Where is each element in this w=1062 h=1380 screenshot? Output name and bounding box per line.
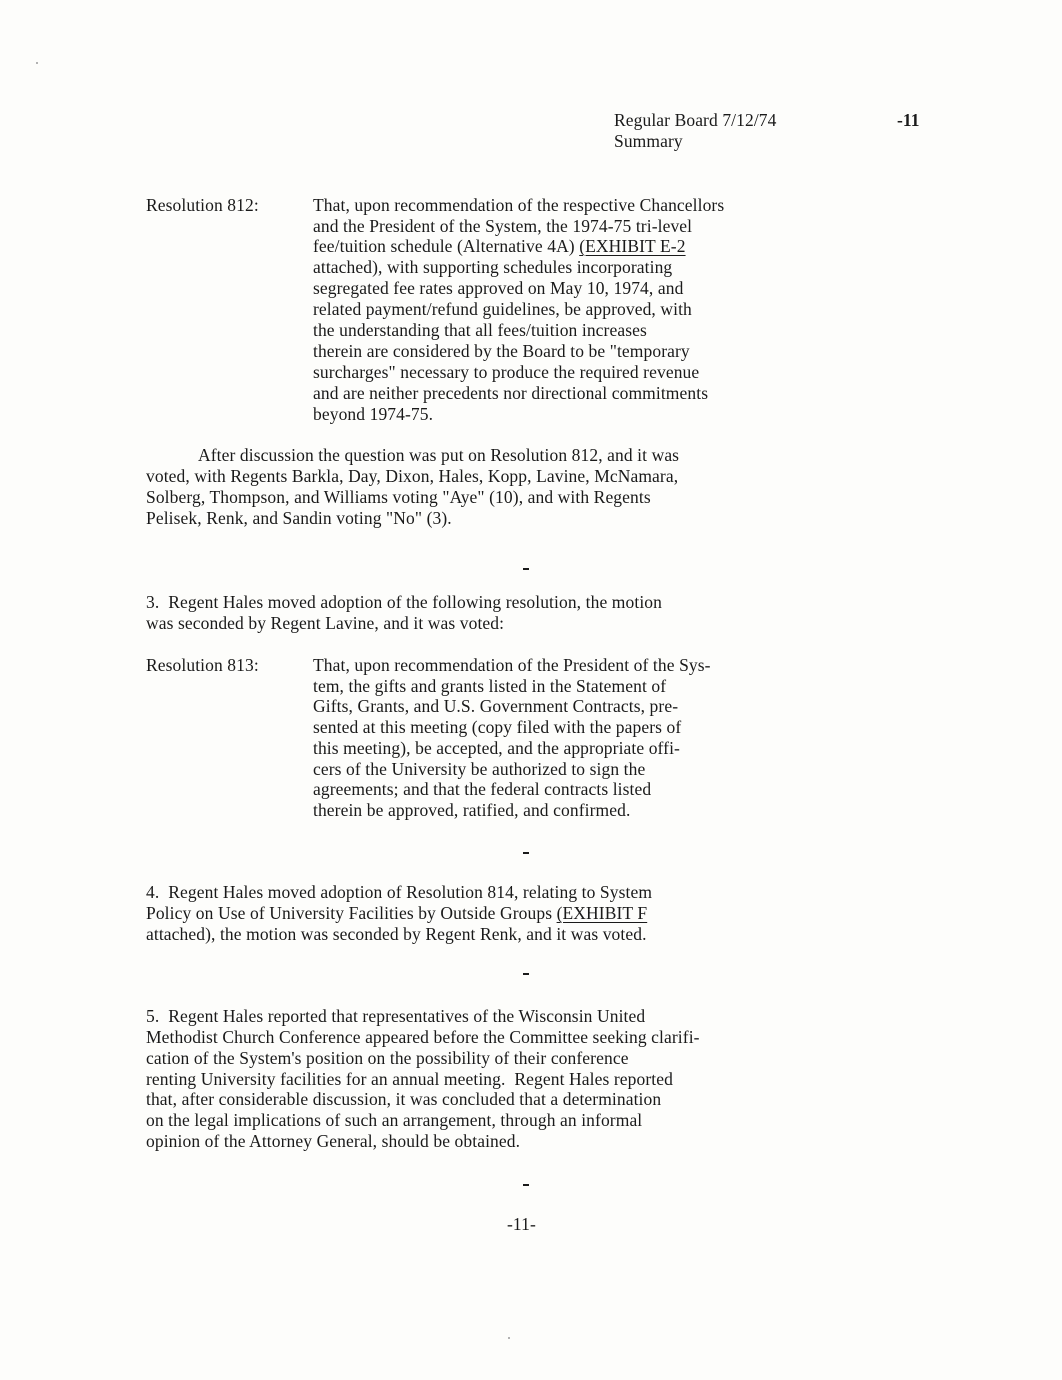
text-line: 5. Regent Hales reported that representatives of the Wisconsin United: [146, 1006, 646, 1026]
text-line: Methodist Church Conference appeared before the Committee seeking clarifi-: [146, 1027, 700, 1047]
exhibit-f-reference: (EXHIBIT F: [556, 903, 648, 923]
page-reference: -11: [897, 110, 920, 130]
text-line: the understanding that all fees/tuition increases: [313, 320, 647, 340]
text-line: surcharges" necessary to produce the required revenue: [313, 362, 700, 382]
text-line: therein are considered by the Board to be "temporary: [313, 341, 690, 361]
text-line: cers of the University be authorized to sign the: [313, 759, 646, 779]
text-line: that, after considerable discussion, it was concluded that a determination: [146, 1089, 662, 1109]
header-title: Regular Board 7/12/74: [614, 110, 777, 130]
text-line: After discussion the question was put on Resolution 812, and it was: [198, 445, 680, 465]
section-separator: [523, 1184, 529, 1186]
section-separator: [523, 973, 529, 975]
text-line: and the President of the System, the 1974-75 tri-level: [313, 216, 693, 236]
text-line: attached), with supporting schedules incorporating: [313, 257, 673, 277]
text-fragment: fee/tuition schedule (Alternative 4A): [313, 236, 580, 256]
text-line: That, upon recommendation of the President of the Sys-: [313, 655, 711, 675]
text-line: Gifts, Grants, and U.S. Government Contracts, pre-: [313, 696, 679, 716]
section-separator: [523, 852, 529, 854]
text-line: related payment/refund guidelines, be approved, with: [313, 299, 692, 319]
text-line: [146, 903, 647, 924]
exhibit-e2-reference: (EXHIBIT E-2: [579, 236, 686, 256]
text-line: segregated fee rates approved on May 10, 1974, and: [313, 278, 684, 298]
text-line: sented at this meeting (copy filed with the papers of: [313, 717, 682, 737]
text-line: Solberg, Thompson, and Williams voting "Aye" (10), and with Regents: [146, 487, 651, 507]
text-line: was seconded by Regent Lavine, and it was voted:: [146, 613, 505, 633]
text-line: renting University facilities for an annual meeting. Regent Hales reported: [146, 1069, 673, 1089]
page-number: -11-: [507, 1214, 536, 1234]
text-line: That, upon recommendation of the respective Chancellors: [313, 195, 725, 215]
text-line: on the legal implications of such an arrangement, through an informal: [146, 1110, 643, 1130]
text-line: attached), the motion was seconded by Regent Renk, and it was voted.: [146, 924, 647, 944]
text-line: 4. Regent Hales moved adoption of Resolution 814, relating to System: [146, 882, 653, 902]
section-separator: [523, 568, 529, 570]
text-line: cation of the System's position on the possibility of their conference: [146, 1048, 629, 1068]
text-line: Pelisek, Renk, and Sandin voting "No" (3).: [146, 508, 452, 528]
text-line: and are neither precedents nor directional commitments: [313, 383, 709, 403]
text-fragment: Policy on Use of University Facilities by Outside Groups: [146, 903, 557, 923]
text-line: [313, 236, 686, 257]
text-line: 3. Regent Hales moved adoption of the following resolution, the motion: [146, 592, 662, 612]
text-line: beyond 1974-75.: [313, 404, 434, 424]
resolution-812-label: Resolution 812:: [146, 195, 259, 215]
header-subtitle: Summary: [614, 131, 683, 151]
text-line: therein be approved, ratified, and confirmed.: [313, 800, 631, 820]
text-line: this meeting), be accepted, and the appropriate offi-: [313, 738, 680, 758]
resolution-813-label: Resolution 813:: [146, 655, 259, 675]
scan-speck: [36, 62, 38, 64]
scan-speck: [508, 1337, 510, 1339]
text-line: agreements; and that the federal contracts listed: [313, 779, 652, 799]
text-line: opinion of the Attorney General, should be obtained.: [146, 1131, 521, 1151]
text-line: tem, the gifts and grants listed in the Statement of: [313, 676, 667, 696]
text-line: voted, with Regents Barkla, Day, Dixon, Hales, Kopp, Lavine, McNamara,: [146, 466, 679, 486]
